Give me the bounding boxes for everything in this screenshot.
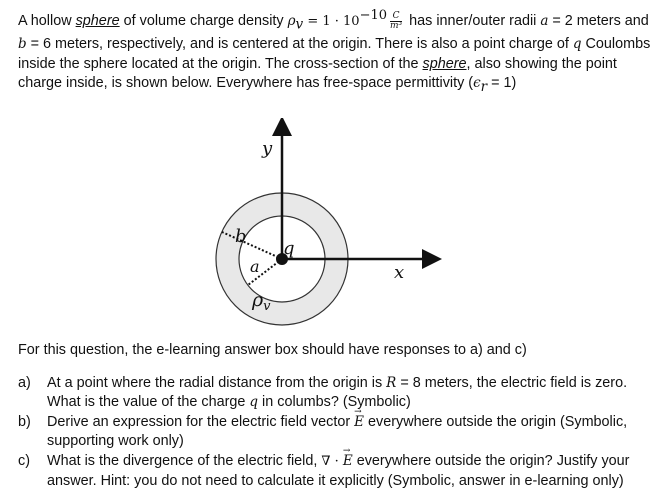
question-letter: a) [18, 375, 31, 391]
q-symbol: q [249, 393, 259, 410]
instruction-note: For this question, the e-learning answer box should have responses to a) and c) [18, 342, 527, 358]
question-text-part: What is the divergence of the electric field, [47, 453, 322, 470]
sphere-link-text: sphere [75, 12, 120, 29]
rho-label-subscript: v [263, 299, 271, 314]
intro-text: , also showing the point charge inside, is shown below. Everywhere has free-space permittivity ( [18, 55, 617, 92]
question-text-part: everywhere outside the origin? Justify your answer. Hint: you do not need to calculate it explicitly (Symbolic, answer in e-learning only) [47, 453, 630, 489]
intro-text: = 6 meters, respectively, and is centered at the origin. There is also a point charge of [26, 36, 573, 53]
question-letter: b) [18, 414, 31, 431]
question-text [47, 374, 658, 411]
a-symbol: a [540, 12, 549, 29]
question-b [18, 413, 658, 450]
q-symbol: q [572, 36, 582, 53]
intro-text: A hollow [18, 12, 76, 29]
unit-denominator: m³ [390, 20, 403, 31]
b-symbol: b [18, 36, 27, 53]
unit-fraction [390, 12, 402, 31]
r-symbol: R [386, 375, 397, 391]
intro-text: Coulombs inside the sphere located at the origin. The cross-section of the [18, 36, 651, 72]
problem-statement [18, 6, 654, 98]
epsilon-subscript: r [480, 79, 488, 96]
x-axis-label: x [394, 262, 405, 283]
y-axis-label: y [262, 138, 273, 159]
question-list [18, 374, 658, 493]
unit-numerator: C [390, 12, 402, 22]
rho-symbol: ρ [287, 12, 296, 29]
e-vector-symbol: → E [343, 452, 353, 471]
question-a [18, 374, 658, 411]
b-label: b [235, 226, 247, 247]
question-text-part: At a point where the radial distance from the origin is [47, 375, 387, 391]
q-label: q [283, 238, 295, 259]
question-text-part: Derive an expression for the electric field vector [47, 414, 355, 431]
density-exponent: −10 [359, 8, 387, 23]
question-text-part: everywhere outside the origin (Symbolic, supporting work only) [47, 414, 628, 449]
intro-text: of volume charge density [119, 12, 288, 29]
divergence-operator: ∇ · [321, 454, 343, 470]
question-c [18, 452, 658, 490]
sphere-link-text-2: sphere [422, 55, 467, 72]
e-vector-symbol: → E [354, 413, 364, 432]
question-text-part: in columbs? (Symbolic) [258, 393, 411, 410]
question-text [47, 413, 658, 450]
sphere-cross-section-diagram [200, 118, 450, 328]
epsilon-symbol: ϵ [473, 75, 481, 92]
rho-subscript: v [295, 16, 304, 33]
intro-text: has inner/outer radii [405, 12, 541, 29]
question-letter: c) [18, 453, 30, 470]
question-text [47, 452, 658, 490]
density-value: = 1 · 10 [303, 13, 360, 29]
intro-text: = 2 meters and [548, 12, 649, 29]
rho-label-symbol: ρ [252, 289, 264, 311]
intro-text: = 1) [487, 75, 517, 92]
a-label: a [250, 257, 260, 276]
question-text-part: = 8 meters, the electric field is zero. What is the value of the charge [47, 375, 628, 410]
